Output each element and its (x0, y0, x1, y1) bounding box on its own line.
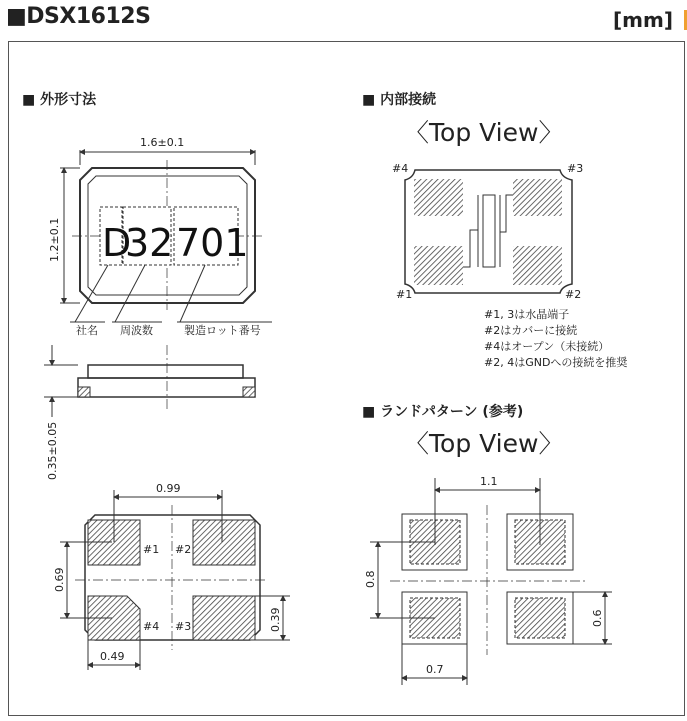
package-bottom-view (53, 482, 290, 670)
internal-connection-diagram (392, 162, 627, 369)
note-3: #4はオープン（未接続） (484, 340, 610, 353)
bottom-pitch-x-dim: 0.99 (156, 482, 181, 495)
marking-frequency: 32 (125, 221, 174, 265)
marking-label-company: 社名 (76, 324, 98, 337)
height-dim: 1.2±0.1 (48, 217, 61, 262)
land-pad-h-dim: 0.6 (591, 609, 604, 627)
connection-heading: ■ 内部接続 (362, 92, 437, 108)
note-1: #1, 3は水晶端子 (484, 308, 570, 321)
unit-label: [mm] (613, 8, 673, 32)
pin-3-label: #3 (567, 162, 584, 175)
marking-label-frequency: 周波数 (120, 324, 153, 337)
thickness-dim: 0.35±0.05 (46, 421, 59, 480)
land-pitch-y-dim: 0.8 (364, 570, 377, 588)
bottom-pad-h-dim: 0.39 (269, 607, 282, 632)
package-top-view (48, 136, 272, 337)
product-title: ■DSX1612S (6, 4, 151, 29)
land-pad-w-dim: 0.7 (426, 663, 444, 676)
package-side-view (44, 345, 255, 480)
pin-1-label: #1 (396, 288, 413, 301)
land-heading: ■ ランドパターン (参考) (362, 404, 524, 420)
marking-company: D (102, 221, 132, 265)
outline-heading: ■ 外形寸法 (22, 92, 97, 108)
bottom-pitch-y-dim: 0.69 (53, 567, 66, 592)
note-2: #2はカバーに接続 (484, 324, 578, 337)
bottom-pad-2-label: #2 (175, 543, 192, 556)
pin-2-label: #2 (565, 288, 582, 301)
note-4: #2, 4はGNDへの接続を推奨 (484, 356, 628, 369)
bottom-pad-1-label: #1 (143, 543, 160, 556)
marking-label-lot: 製造ロット番号 (184, 324, 261, 337)
land-view-label: 〈Top View〉 (404, 429, 564, 458)
width-dim: 1.6±0.1 (140, 136, 185, 149)
land-pattern-diagram (364, 475, 612, 685)
bottom-pad-3-label: #3 (175, 620, 192, 633)
connection-view-label: 〈Top View〉 (404, 118, 564, 147)
land-pitch-x-dim: 1.1 (480, 475, 498, 488)
marking-lot: 701 (176, 221, 249, 265)
bottom-pad-w-dim: 0.49 (100, 650, 125, 663)
bottom-pad-4-label: #4 (143, 620, 160, 633)
pin-4-label: #4 (392, 162, 409, 175)
